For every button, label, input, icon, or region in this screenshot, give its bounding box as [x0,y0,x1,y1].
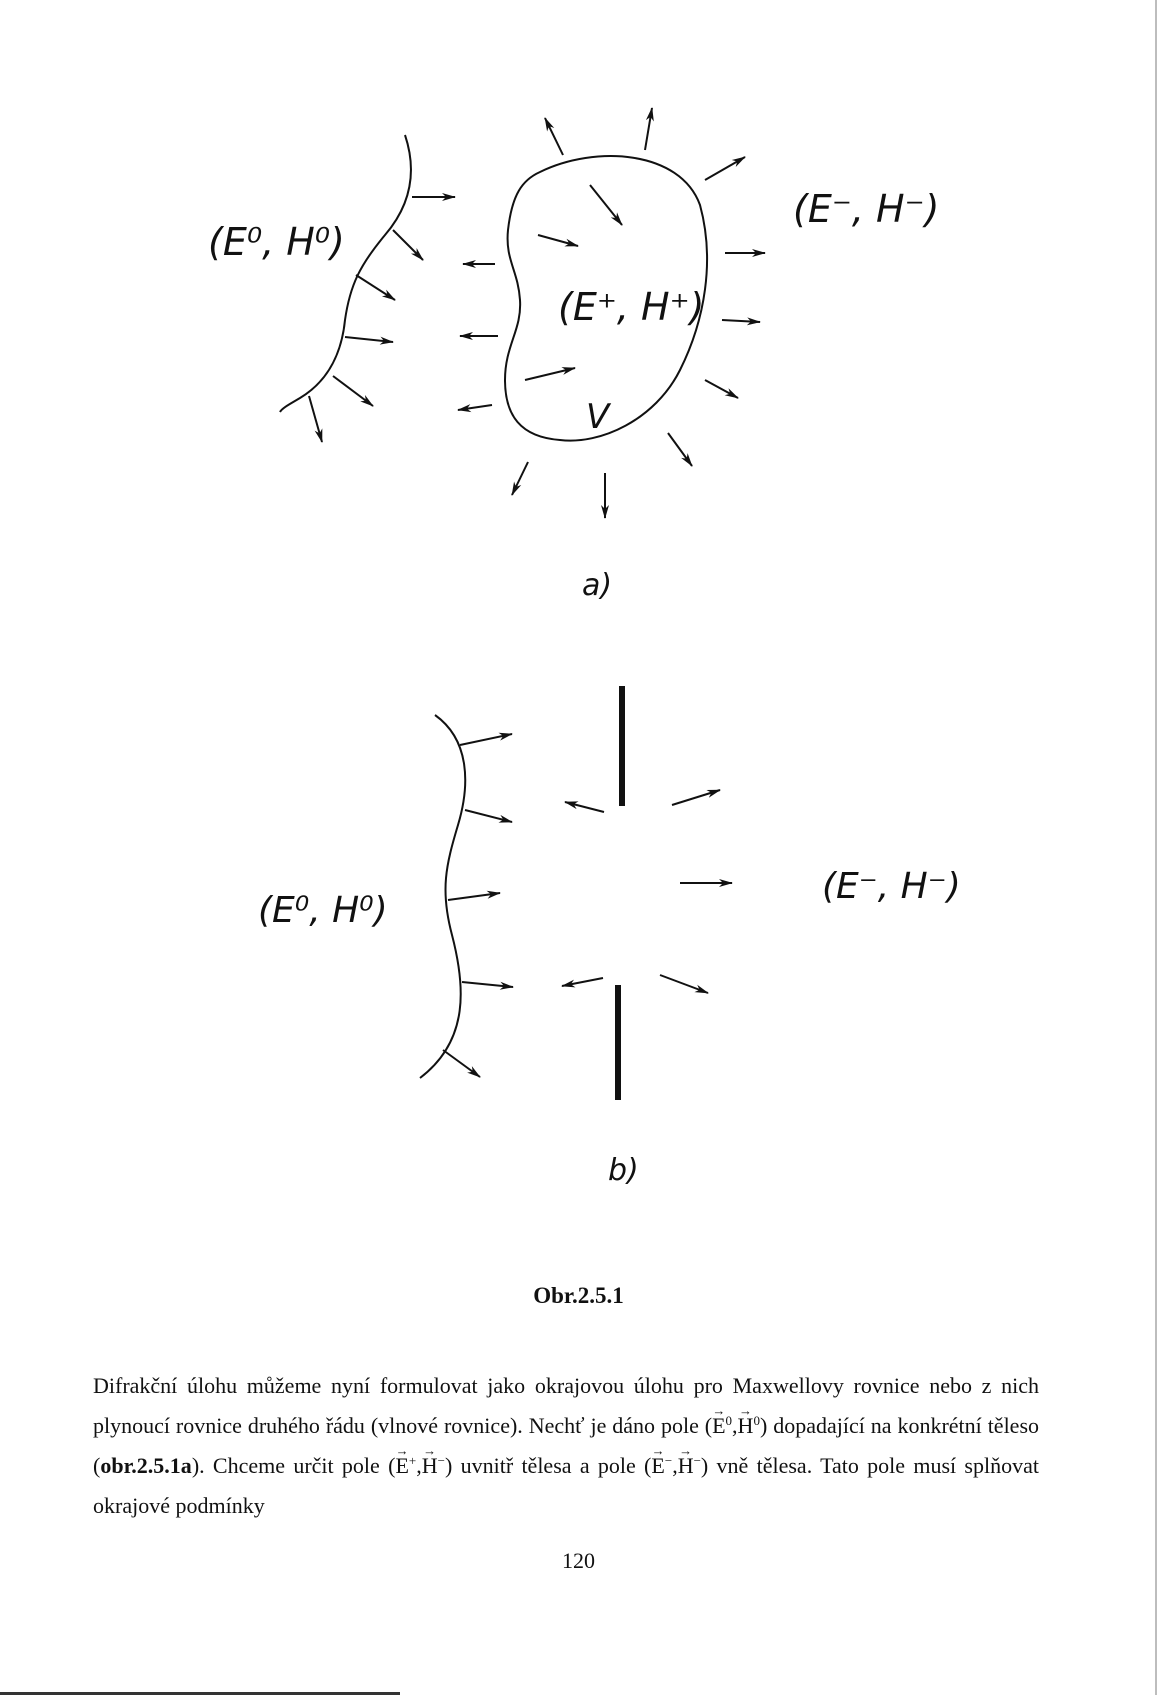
scattered-arrow [645,108,652,150]
scattered-arrow [705,380,738,398]
outer-field-label-b: (E⁻, H⁻) [822,866,961,907]
scattered-arrow [722,320,760,322]
scattered-arrow [562,978,603,986]
figure-reference: obr.2.5.1a [100,1453,192,1478]
incident-arrow [462,982,513,987]
body-paragraph: Difrakční úlohu můžeme nyní formulovat jako okrajovou úlohu pro Maxwellovy rovnice nebo z nich plynoucí rovnice druhého řádu (vlnové rovnice). Nechť je dáno pole (→ $E^0,\to H^0$) dopadající na konkrétní těleso (obr.2.5.1a). Chceme určit pole (→ E+,→ H−) uvnitř tělesa a pole (→ E−,→ H−) vně tělesa. Tato pole musí splňovat okrajové podmínky [93,1366,1039,1526]
scattered-arrow [565,802,604,812]
panel-a-label: a) [582,568,613,603]
incident-arrow [356,275,395,300]
scattered-arrow [512,462,528,495]
scattered-arrow [705,157,745,180]
incident-wavefront-a [280,135,411,412]
panel-b [420,715,732,1078]
scattered-arrow [545,118,563,155]
incident-wavefront-b [420,715,465,1078]
incident-arrow [333,376,373,406]
incident-field-label-b: (E⁰, H⁰) [258,890,388,931]
inner-arrow [590,185,622,225]
incident-arrow [393,230,423,260]
incident-arrow [460,734,512,745]
incident-field-label-a: (E⁰, H⁰) [208,220,345,264]
inner-field-label: (E⁺, H⁺) [558,285,705,329]
figure-caption: Obr.2.5.1 [533,1283,624,1308]
scattered-arrow [660,975,708,993]
panel-b-label: b) [608,1153,639,1188]
incident-arrow [345,337,393,342]
scattered-arrow [458,405,492,410]
incident-arrow [443,1050,480,1077]
inner-arrow [525,368,575,380]
outer-field-label-a: (E⁻, H⁻) [793,187,940,231]
incident-arrow [309,396,322,442]
volume-label: V [586,397,610,437]
page-number: 120 [562,1548,595,1573]
incident-arrow [448,893,500,900]
scattered-arrow [672,790,720,805]
inner-arrow [538,235,578,246]
scattered-arrow [668,433,692,466]
incident-arrow [465,810,512,822]
